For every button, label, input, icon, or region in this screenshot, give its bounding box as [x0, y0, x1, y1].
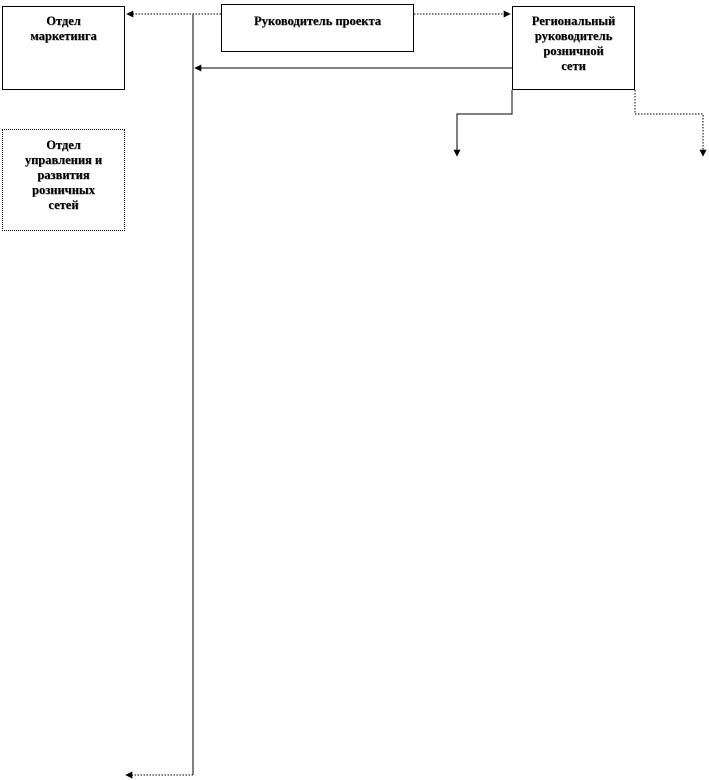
node-project-head: Руководитель проекта [221, 4, 414, 52]
node-marketing-department: Отдел маркетинга [2, 6, 125, 90]
node-retail-networks-department: Отдел управления и развития розничных сетей [2, 129, 125, 231]
node-regional-retail-head: Региональный руководитель розничной сети [512, 6, 635, 90]
connector-regional-to-lower-right [635, 90, 703, 156]
connector-regional-to-lower-left [457, 90, 512, 156]
